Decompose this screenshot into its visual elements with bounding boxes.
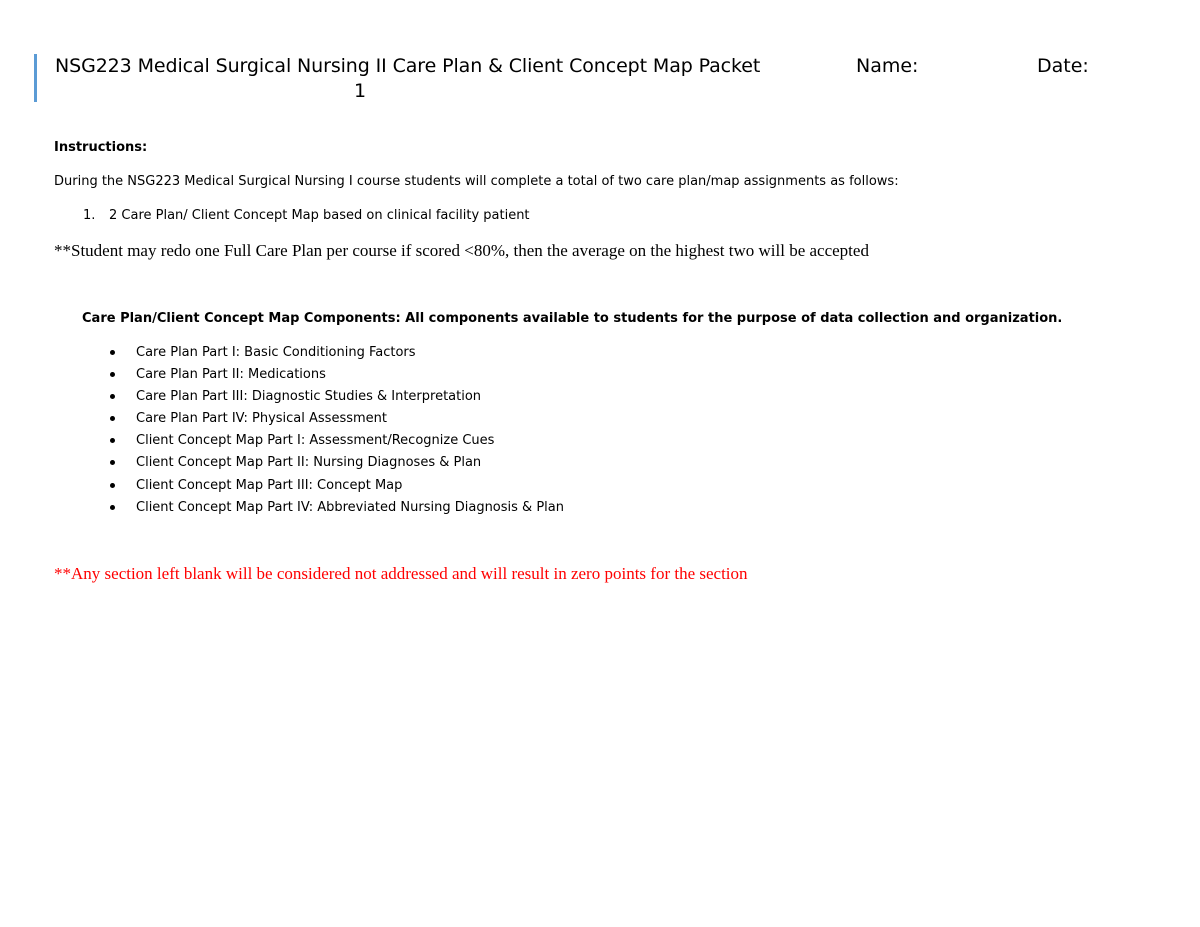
page-number: 1 (354, 80, 367, 102)
list-item-text: Client Concept Map Part II: Nursing Diagnoses & Plan (136, 455, 482, 471)
instructions-intro: During the NSG223 Medical Surgical Nursing I course students will complete a total of two care plan/map assignments as follows: (54, 174, 899, 189)
list-item (83, 208, 530, 223)
instructions-heading: Instructions: (54, 140, 148, 155)
header-accent-bar (34, 54, 37, 102)
bullet-icon (110, 350, 115, 355)
date-label: Date: (1037, 55, 1089, 77)
list-item-text: Client Concept Map Part III: Concept Map (136, 477, 403, 493)
list-item-text: Care Plan Part II: Medications (136, 367, 326, 383)
list-item (108, 476, 564, 498)
list-item (108, 409, 564, 431)
list-item-text: Care Plan Part III: Diagnostic Studies & Interpretation (136, 389, 482, 405)
redo-note: **Student may redo one Full Care Plan per course if scored <80%, then the average on the highest two will be accepted (54, 241, 869, 260)
blank-section-warning: **Any section left blank will be considered not addressed and will result in zero points for the section (54, 564, 748, 583)
list-item (108, 387, 564, 409)
numbered-list (83, 208, 530, 223)
list-item (108, 453, 564, 475)
list-item-text: Care Plan Part IV: Physical Assessment (136, 411, 387, 427)
bullet-icon (110, 438, 115, 443)
list-item (108, 431, 564, 453)
list-item (108, 365, 564, 387)
components-list (108, 343, 564, 520)
document-title: NSG223 Medical Surgical Nursing II Care Plan & Client Concept Map Packet (55, 55, 761, 77)
list-item-text: Client Concept Map Part IV: Abbreviated Nursing Diagnosis & Plan (136, 499, 564, 515)
list-item-text: Client Concept Map Part I: Assessment/Recognize Cues (136, 433, 495, 449)
list-item-text: 2 Care Plan/ Client Concept Map based on clinical facility patient (109, 208, 530, 223)
components-heading: Care Plan/Client Concept Map Components: All components available to students for the purpose of data collection and organization. (82, 311, 1063, 326)
bullet-icon (110, 505, 115, 510)
list-item-number: 1. (83, 208, 96, 223)
bullet-icon (110, 416, 115, 421)
list-item (108, 343, 564, 365)
bullet-icon (110, 460, 115, 465)
list-item-text: Care Plan Part I: Basic Conditioning Factors (136, 345, 416, 360)
bullet-icon (110, 394, 115, 399)
name-label: Name: (856, 55, 919, 77)
bullet-icon (110, 483, 115, 488)
list-item (108, 498, 564, 520)
bullet-icon (110, 372, 115, 377)
